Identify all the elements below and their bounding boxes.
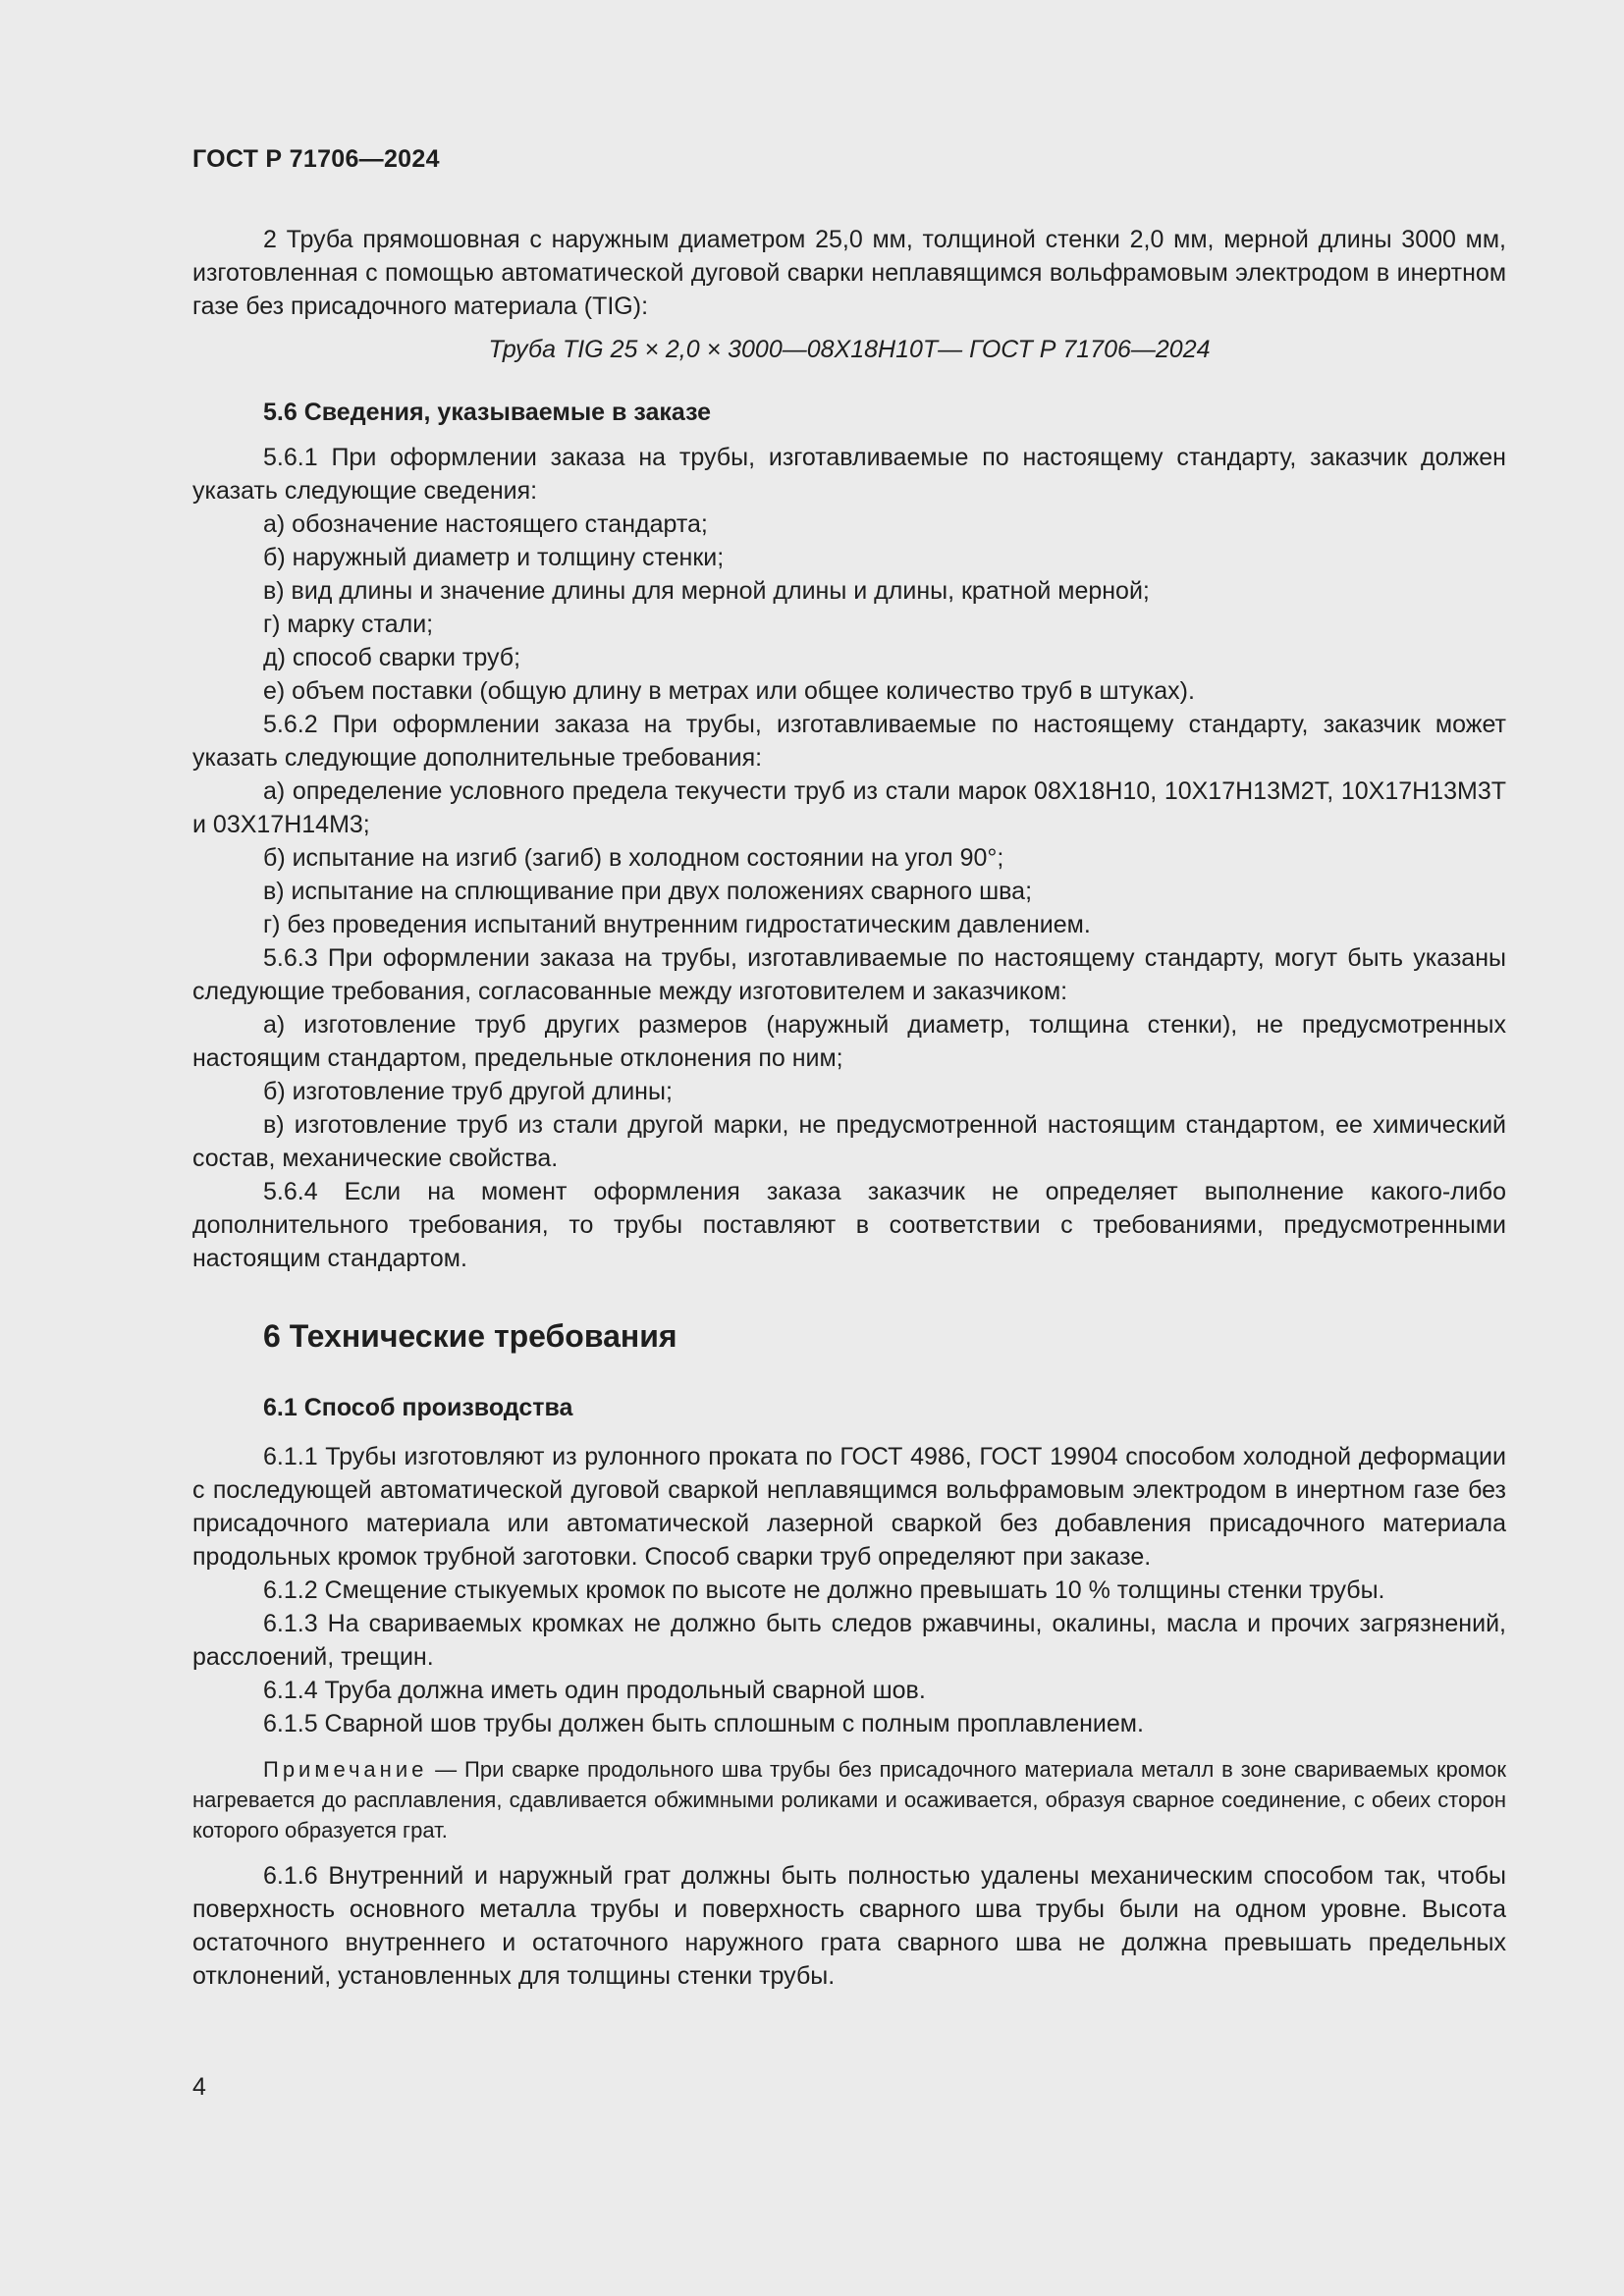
list-item: г) без проведения испытаний внутренним гидростатическим давлением. [263,911,1091,938]
section-6-1-title: 6.1 Способ производства [263,1394,573,1421]
list-item: б) наружный диаметр и толщину стенки; [263,544,725,571]
paragraph-6-1-2: 6.1.2 Смещение стыкуемых кромок по высоте не должно превышать 10 % толщины стенки трубы. [263,1576,1385,1604]
page-number: 4 [192,2073,206,2101]
list-item: б) изготовление труб другой длины; [263,1078,673,1105]
document-body [192,223,1506,1993]
list-item: д) способ сварки труб; [263,644,521,671]
list-item: в) изготовление труб из стали другой марки, не предусмотренной настоящим стандартом, ее химический состав, механические свойства. [192,1111,1506,1172]
paragraph-5-6-4: 5.6.4 Если на момент оформления заказа заказчик не определяет выполнение какого-либо дополнительного требования, то трубы поставляют в соответствии с требованиями, предусмотренными настоящим стандартом. [192,1178,1506,1272]
document-page [192,0,1506,2296]
designation-formula: Труба TIG 25 × 2,0 × 3000—08Х18Н10Т— ГОСТ Р 71706—2024 [488,336,1211,363]
list-item: е) объем поставки (общую длину в метрах или общее количество труб в штуках). [263,677,1195,705]
paragraph-6-1-3: 6.1.3 На свариваемых кромках не должно быть следов ржавчины, окалины, масла и прочих загрязнений, расслоений, трещин. [192,1610,1506,1671]
section-6-title: 6 Технические требования [263,1318,677,1354]
note-text: — При сварке продольного шва трубы без присадочного материала металл в зоне свариваемых кромок нагревается до расплавления, сдавливается обжимными роликами и осаживается, образуя сварное соединение, с обеих сторон которого образуется грат. [192,1757,1506,1842]
section-5-6-title: 5.6 Сведения, указываемые в заказе [263,399,712,426]
paragraph-6-1-6: 6.1.6 Внутренний и наружный грат должны быть полностью удалены механическим способом так, чтобы поверхность основного металла трубы и поверхность сварного шва трубы были на одном уровне. Высота остаточного внутреннего и остаточного наружного грата сварного шва не должна превышать предельных отклонений, установленных для толщины стенки трубы. [192,1862,1506,1990]
list-item: г) марку стали; [263,611,434,638]
note-label: Примечание [263,1757,428,1782]
list-item: в) испытание на сплющивание при двух положениях сварного шва; [263,878,1033,905]
paragraph-6-1-5: 6.1.5 Сварной шов трубы должен быть сплошным с полным проплавлением. [263,1710,1144,1737]
list-item: б) испытание на изгиб (загиб) в холодном состоянии на угол 90°; [263,844,1004,872]
list-item: а) изготовление труб других размеров (наружный диаметр, толщина стенки), не предусмотренных настоящим стандартом, предельные отклонения по ним; [192,1011,1506,1072]
list-item: а) определение условного предела текучести труб из стали марок 08Х18Н10, 10Х17Н13М2Т, 10Х17Н13М3Т и 03Х17Н14М3; [192,777,1506,838]
paragraph-5-6-3: 5.6.3 При оформлении заказа на трубы, изготавливаемые по настоящему стандарту, могут быть указаны следующие требования, согласованные между изготовителем и заказчиком: [192,944,1506,1005]
paragraph-6-1-1: 6.1.1 Трубы изготовляют из рулонного проката по ГОСТ 4986, ГОСТ 19904 способом холодной деформации с последующей автоматической дуговой сваркой неплавящимся вольфрамовым электродом в инертном газе без присадочного материала или автоматической лазерной сваркой без добавления присадочного материала продольных кромок трубной заготовки. Способ сварки труб определяют при заказе. [192,1443,1506,1571]
list-item: в) вид длины и значение длины для мерной длины и длины, кратной мерной; [263,577,1150,605]
document-header: ГОСТ Р 71706—2024 [192,145,440,173]
paragraph-6-1-4: 6.1.4 Труба должна иметь один продольный сварной шов. [263,1677,926,1704]
paragraph-5-6-1: 5.6.1 При оформлении заказа на трубы, изготавливаемые по настоящему стандарту, заказчик должен указать следующие сведения: [192,444,1506,505]
list-item: а) обозначение настоящего стандарта; [263,510,708,538]
note-paragraph [192,1754,1506,1845]
example-2-paragraph: 2 Труба прямошовная с наружным диаметром 25,0 мм, толщиной стенки 2,0 мм, мерной длины 3000 мм, изготовленная с помощью автоматической дуговой сварки неплавящимся вольфрамовым электродом в инертном газе без присадочного материала (TIG): [192,226,1506,320]
paragraph-5-6-2: 5.6.2 При оформлении заказа на трубы, изготавливаемые по настоящему стандарту, заказчик может указать следующие дополнительные требования: [192,711,1506,772]
